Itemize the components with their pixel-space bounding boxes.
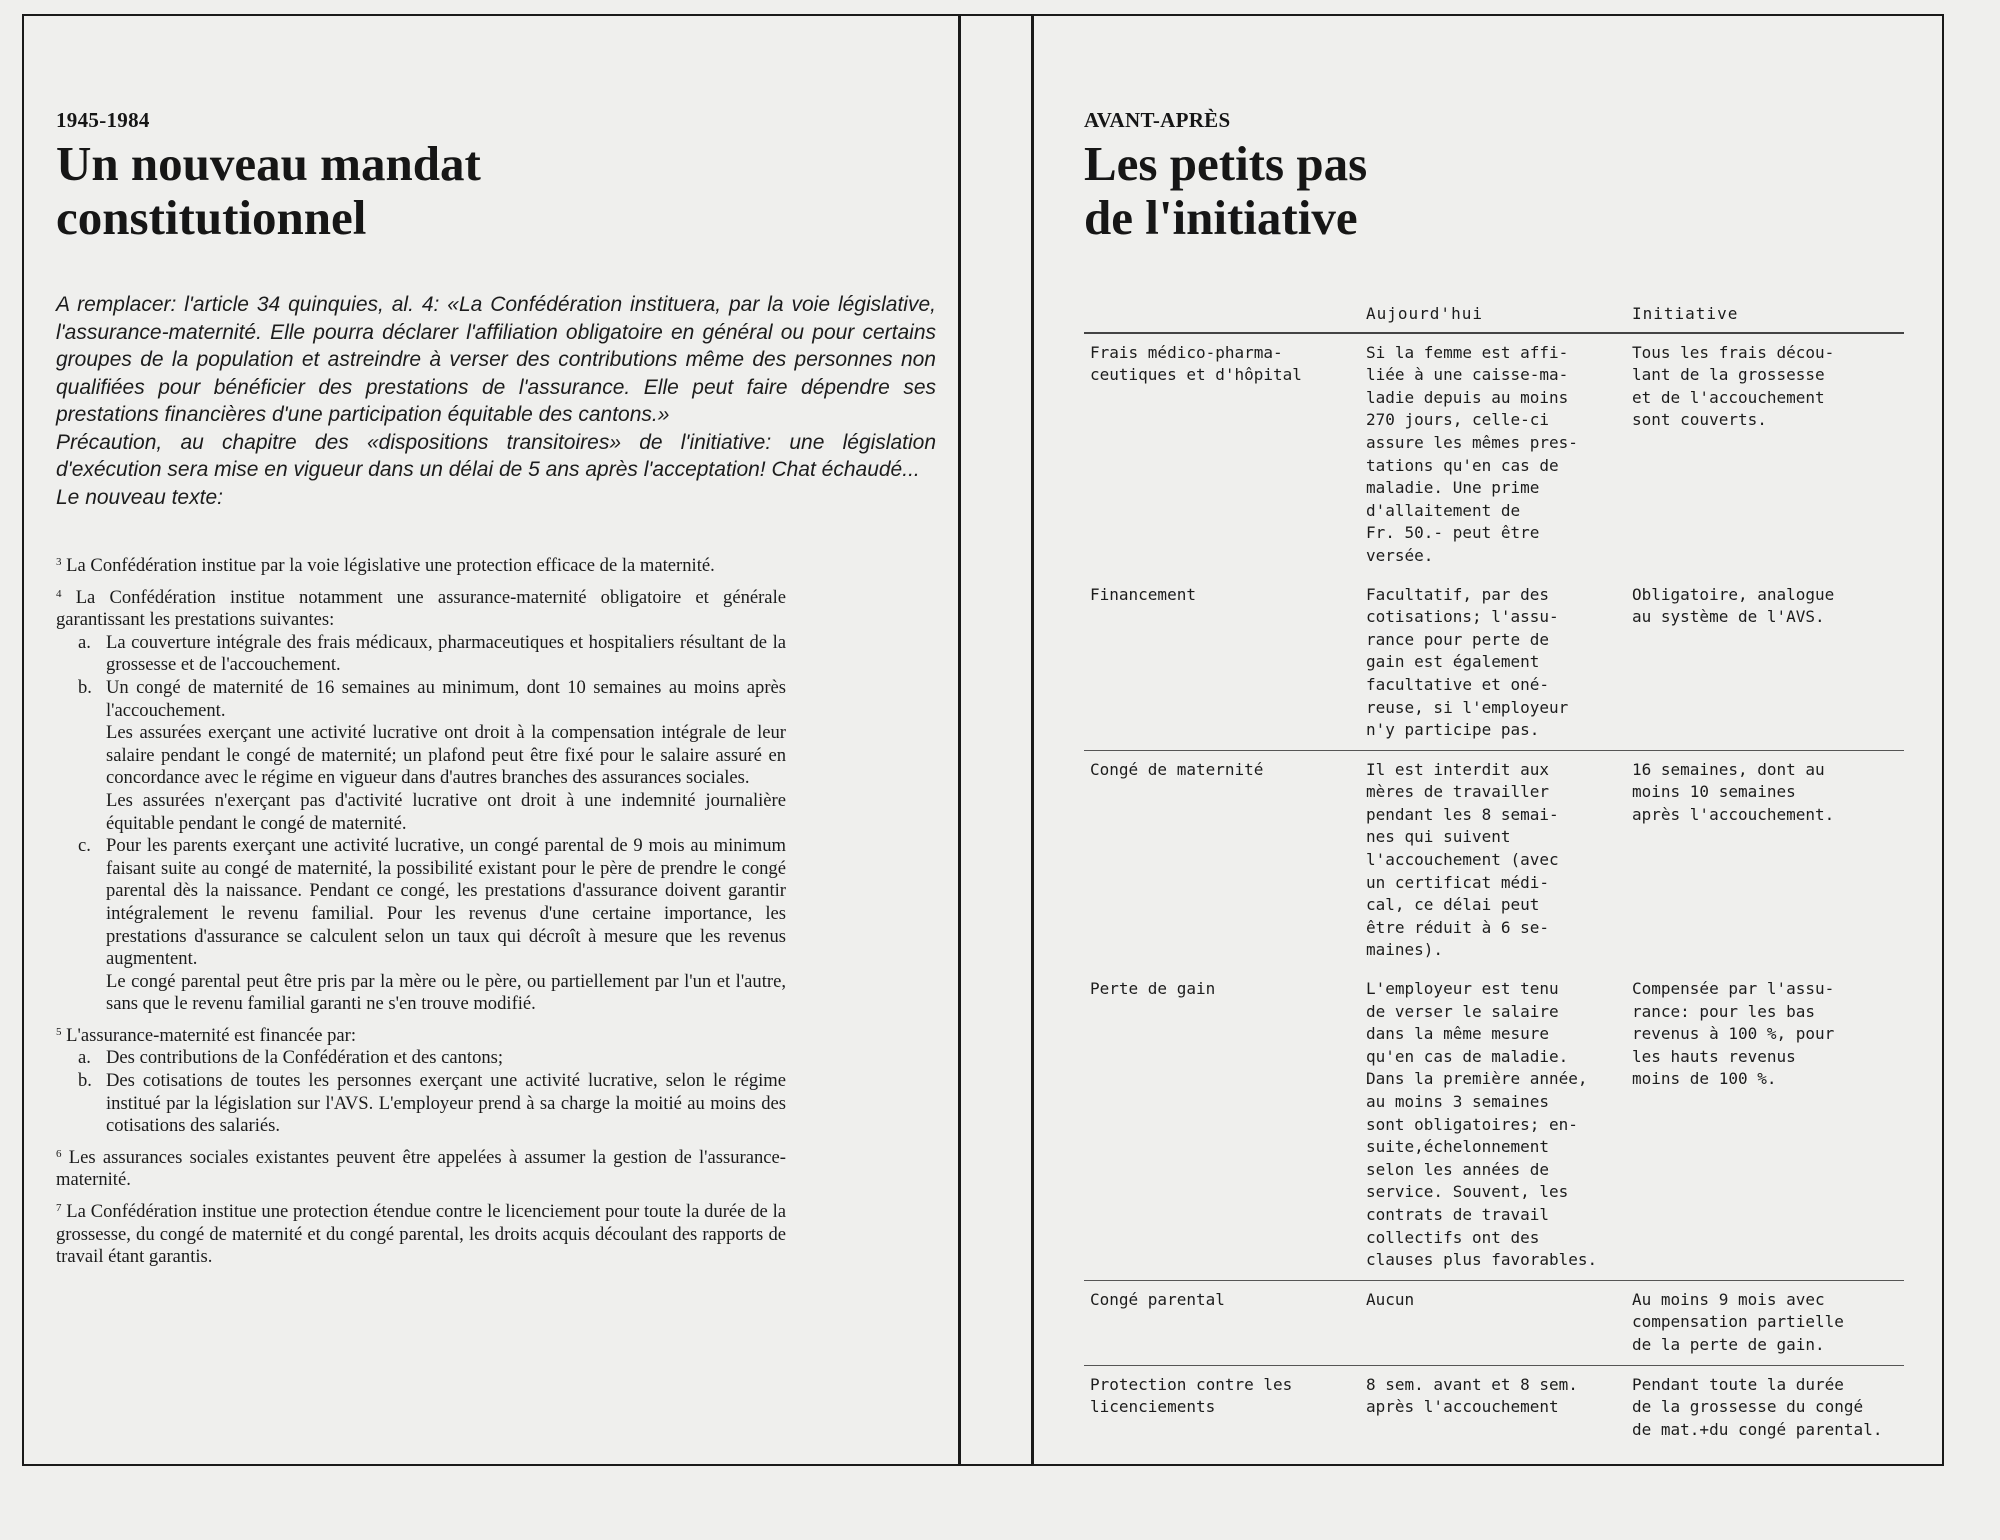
item-text: Des cotisations de toutes les personnes exerçant une activité lucrative, selon le régime institué par la législation sur l'AVS. L'employeur prend à sa charge la moitié au moins des cotisations des salariés.	[106, 1070, 786, 1137]
right-article	[1084, 108, 1934, 1449]
right-kicker: AVANT-APRÈS	[1084, 108, 1231, 132]
row-initiative: Pendant toute la durée de la grossesse du congé de mat.+du congé parental.	[1626, 1365, 1904, 1449]
comparison-table	[1084, 303, 1904, 1449]
legal-text	[56, 551, 786, 1269]
item-text: La couverture intégrale des frais médicaux, pharmaceutiques et hospitaliers résultant de la grossesse et de l'accouchement.	[106, 631, 786, 676]
table-row	[1084, 333, 1904, 576]
row-today: 8 sem. avant et 8 sem. après l'accouchement	[1360, 1365, 1626, 1449]
item-text: Des contributions de la Confédération et des cantons;	[106, 1047, 504, 1069]
table-row	[1084, 1365, 1904, 1449]
table-row	[1084, 750, 1904, 970]
item-marker: a.	[78, 631, 91, 653]
legal-paragraph-5	[56, 1021, 786, 1138]
column-header	[1084, 303, 1360, 333]
row-label: Perte de gain	[1090, 979, 1216, 999]
row-initiative: 16 semaines, dont au moins 10 semaines après l'accouchement.	[1626, 750, 1904, 970]
item-text: Pour les parents exerçant une activité lucrative, un congé parental de 9 mois au minimum faisant suite au congé de maternité, la possibilité existant pour le père de prendre le congé parental dès la naissance. Pendant ce congé, les prestations d'assurance doivent garantir intégralement le revenu familial. Pour les revenus d'une certaine importance, les prestations d'assurance se calculent selon un taux qui décroît à mesure que les revenus augmentent.	[106, 835, 786, 970]
legal-paragraph-7	[56, 1197, 786, 1269]
left-kicker: 1945-1984	[56, 108, 150, 132]
column-divider-left	[958, 14, 961, 1466]
column-header-today: Aujourd'hui	[1360, 303, 1626, 333]
item-text: Le congé parental peut être pris par la mère ou le père, ou partiellement par l'un et l'autre, sans que le revenu familial garanti ne s'en trouve modifié.	[106, 970, 786, 1015]
left-article	[56, 108, 936, 1274]
list-item	[78, 1070, 786, 1138]
row-today: Facultatif, par des cotisations; l'assu- rance pour perte de gain est également facultative et oné- reuse, si l'employeur n'y participe pas.	[1366, 584, 1569, 740]
intro-paragraph: Le nouveau texte:	[56, 485, 223, 509]
legal-paragraph-4	[56, 583, 786, 1016]
left-title: Un nouveau mandat constitutionnel	[56, 136, 481, 245]
intro-text	[56, 291, 936, 511]
paragraph-number: 3	[56, 556, 62, 568]
row-label: Congé parental	[1084, 1280, 1360, 1365]
row-today: Il est interdit aux mères de travailler pendant les 8 semai- nes qui suivent l'accouchement (avec un certificat médi- cal, ce délai peut être réduit à 6 se- maines).	[1360, 750, 1626, 970]
intro-paragraph: Précaution, au chapitre des «dispositions transitoires» de l'initiative: une législation d'exécution sera mise en vigueur dans un délai de 5 ans après l'acceptation! Chat échaudé...	[56, 430, 936, 481]
legal-paragraph-3	[56, 551, 786, 578]
paragraph-number: 7	[56, 1202, 62, 1215]
row-label: Protection contre les licenciements	[1084, 1365, 1360, 1449]
row-label: Congé de maternité	[1084, 750, 1360, 970]
table-row	[1084, 970, 1904, 1280]
item-text: Un congé de maternité de 16 semaines au minimum, dont 10 semaines au moins après l'accouchement.	[106, 676, 786, 721]
list-item	[78, 835, 786, 1016]
item-marker: c.	[78, 835, 91, 857]
paragraph-text: La Confédération institue une protection étendue contre le licenciement pour toute la durée de la grossesse, du congé de maternité et du congé parental, les droits acquis découlant des rapports de travail étant garantis.	[56, 1201, 786, 1268]
column-header-initiative: Initiative	[1626, 303, 1904, 333]
row-initiative: Au moins 9 mois avec compensation partielle de la perte de gain.	[1626, 1280, 1904, 1365]
paragraph-text: La Confédération institue par la voie législative une protection efficace de la maternité.	[66, 555, 715, 576]
table-row	[1084, 576, 1904, 751]
frame-top-border	[22, 14, 1944, 16]
row-today: L'employeur est tenu de verser le salaire dans la même mesure qu'en cas de maladie. Dans la première année, au moins 3 semaines sont obligatoires; en- suite,échelonnement selon les années de service. Souvent, les contrats de travail collectifs ont des clauses plus favorables.	[1366, 979, 1598, 1270]
item-text: Les assurées n'exerçant pas d'activité lucrative ont droit à une indemnité journalière équitable pendant le congé de maternité.	[106, 789, 786, 834]
paragraph-number: 5	[56, 1025, 62, 1038]
legal-paragraph-6	[56, 1143, 786, 1192]
list-item	[78, 632, 786, 677]
item-text: Les assurées exerçant une activité lucrative ont droit à la compensation intégrale de leur salaire pendant le congé de maternité; un plafond peut être fixé pour le salaire assuré en concordance avec le régime en vigueur dans d'autres branches des assurances sociales.	[106, 722, 786, 789]
intro-paragraph: A remplacer: l'article 34 quinquies, al. 4: «La Confédération instituera, par la voie législative, l'assurance-maternité. Elle pourra déclarer l'affiliation obligatoire en général ou pour certains groupes de la population et astreindre à verser des contributions même des personnes non qualifiées pour bénéficier des prestations de l'assurance. Elle peut faire dépendre ses prestations financières d'une participation équitable des cantons.»	[56, 293, 936, 426]
paragraph-text: La Confédération institue notamment une assurance-maternité obligatoire et générale garantissant les prestations suivantes:	[56, 586, 786, 631]
frame-right-border	[1942, 14, 1944, 1466]
row-today: Aucun	[1360, 1280, 1626, 1365]
frame-left-border	[22, 14, 24, 1466]
table-row	[1084, 1280, 1904, 1365]
item-marker: a.	[78, 1047, 91, 1069]
column-divider-right	[1031, 14, 1034, 1466]
right-title: Les petits pas de l'initiative	[1084, 136, 1368, 245]
item-marker: b.	[78, 1070, 92, 1092]
row-label: Frais médico-pharma- ceutiques et d'hôpital	[1090, 342, 1302, 385]
paragraph-number: 4	[56, 587, 62, 600]
paragraph-text: Les assurances sociales existantes peuvent être appelées à assumer la gestion de l'assurance-maternité.	[56, 1146, 786, 1191]
frame-bottom-border	[22, 1464, 1944, 1466]
item-marker: b.	[78, 676, 92, 698]
row-initiative: Tous les frais décou- lant de la grossesse et de l'accouchement sont couverts.	[1632, 342, 1835, 430]
paragraph-number: 6	[56, 1147, 62, 1160]
row-today: Si la femme est affi- liée à une caisse-ma- ladie depuis au moins 270 jours, celle-ci assure les mêmes pres- tations qu'en cas de maladie. Une prime d'allaitement de Fr. 50.- peut être versée.	[1366, 342, 1578, 565]
paragraph-text: L'assurance-maternité est financée par:	[66, 1024, 357, 1046]
row-label: Financement	[1090, 584, 1196, 604]
table-header-row	[1084, 303, 1904, 333]
row-initiative: Obligatoire, analogue au système de l'AVS.	[1632, 584, 1835, 627]
row-initiative: Compensée par l'assu- rance: pour les bas revenus à 100 %, pour les hauts revenus moins de 100 %.	[1632, 979, 1835, 1089]
list-item	[78, 677, 786, 835]
list-item	[78, 1047, 786, 1070]
